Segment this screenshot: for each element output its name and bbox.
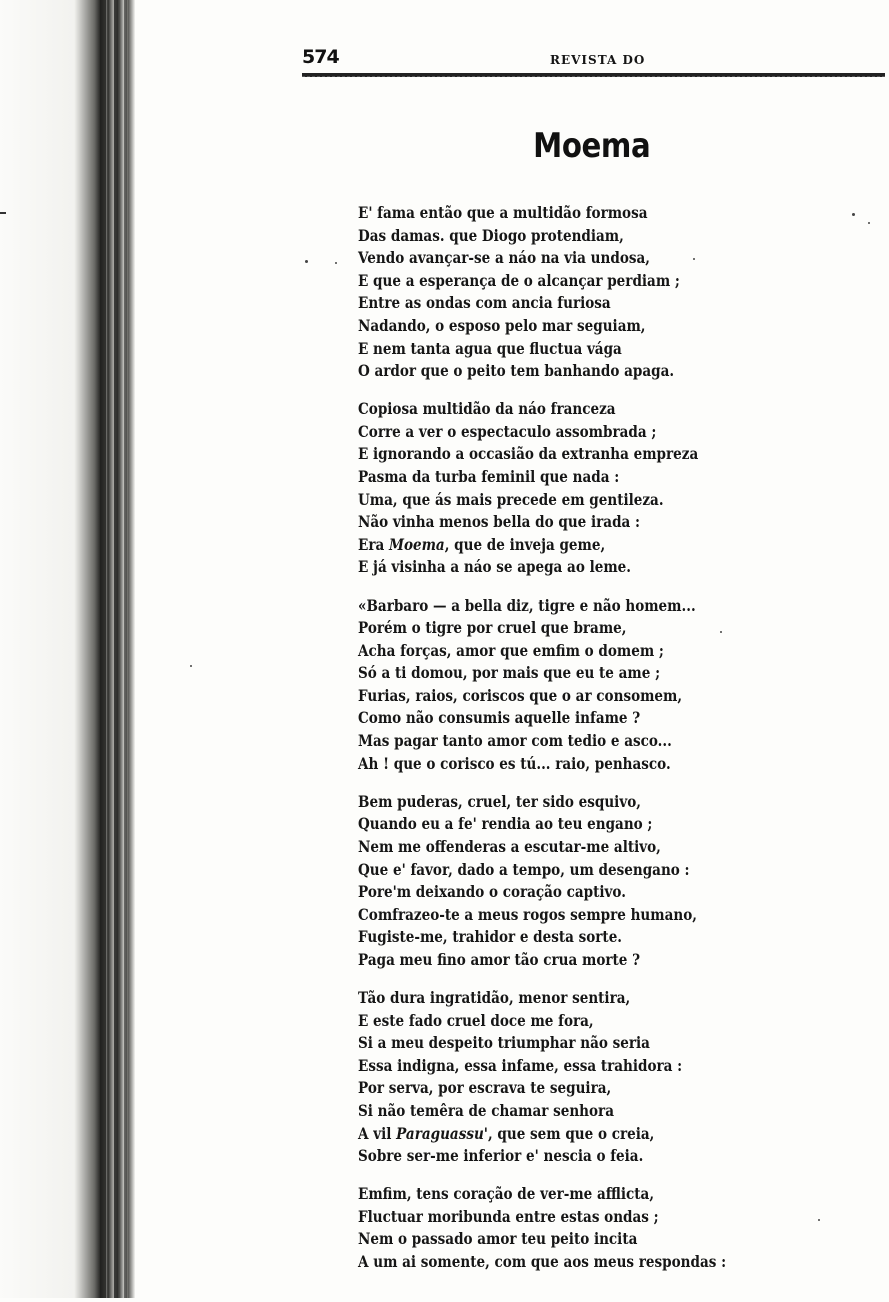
poem-line: Pore'm deixando o coração captivo. xyxy=(358,883,626,902)
print-speck xyxy=(305,260,308,263)
poem-line: Fugiste-me, trahidor e desta sorte. xyxy=(358,928,623,947)
poem-line: Das damas. que Diogo protendiam, xyxy=(358,226,624,245)
poem-line: Tão dura ingratidão, menor sentira, xyxy=(358,989,631,1007)
stanza xyxy=(358,595,878,776)
print-speck xyxy=(693,258,695,260)
header-rule xyxy=(302,73,885,77)
poem-line: Comfrazeo-te a meus rogos sempre humano, xyxy=(358,905,697,924)
page-header xyxy=(302,46,887,78)
print-speck xyxy=(190,665,192,667)
poem-line: Nem o passado amor teu peito incita xyxy=(358,1230,638,1249)
poem-line: Ah ! que o corisco es tú... raio, penhasco. xyxy=(358,754,671,773)
poem-line: Porém o tigre por cruel que brame, xyxy=(358,619,627,638)
poem-line: Emfim, tens coração de ver-me afflicta, xyxy=(358,1185,655,1204)
print-speck xyxy=(868,222,870,224)
poem-line: Que e' favor, dado a tempo, um desengano : xyxy=(358,860,690,879)
poem-line: Como não consumis aquelle infame ? xyxy=(358,709,641,728)
poem-line: Uma, que ás mais precede em gentileza. xyxy=(358,490,664,509)
poem-line: Nem me offenderas a escutar-me altivo, xyxy=(358,837,661,856)
poem-line: Vendo avançar-se a náo na via undosa, xyxy=(358,249,650,268)
print-speck xyxy=(335,262,337,264)
poem-line: A vil Paraguassu', que sem que o creia, xyxy=(358,1124,655,1143)
poem-line: Copiosa multidão da náo franceza xyxy=(358,400,616,419)
poem-line: Corre a ver o espectaculo assombrada ; xyxy=(358,422,657,441)
poem-line: Por serva, por escrava te seguira, xyxy=(358,1079,612,1098)
poem-line: Si a meu despeito triumphar não seria xyxy=(358,1034,650,1053)
poem-line: E ignorando a occasião da extranha empreza xyxy=(358,445,699,464)
poem-line: E este fado cruel doce me fora, xyxy=(358,1011,594,1030)
running-head: REVISTA DO xyxy=(550,53,646,67)
poem-line: Nadando, o esposo pelo mar seguiam, xyxy=(358,316,646,335)
print-speck xyxy=(720,631,722,633)
stanza xyxy=(358,202,878,383)
print-speck xyxy=(818,1219,820,1221)
poem-line: Bem puderas, cruel, ter sido esquivo, xyxy=(358,792,641,811)
poem-line: E' fama então que a multidão formosa xyxy=(358,204,648,222)
poem-line: Sobre ser-me inferior e' nescia o feia. xyxy=(358,1147,644,1166)
poem-line: «Barbaro — a bella diz, tigre e não homem... xyxy=(358,596,696,615)
poem-line: Pasma da turba feminil que nada : xyxy=(358,468,620,487)
poem-line: O ardor que o peito tem banhando apaga. xyxy=(358,362,675,381)
poem-line: Paga meu fino amor tão crua morte ? xyxy=(358,950,641,969)
poem-line: Entre as ondas com ancia furiosa xyxy=(358,294,611,313)
poem-line: Só a ti domou, por mais que eu te ame ; xyxy=(358,664,661,683)
stanza xyxy=(358,791,878,972)
poem-line: Mas pagar tanto amor com tedio e asco... xyxy=(358,732,672,751)
poem-body xyxy=(358,202,878,1289)
poem-line: Quando eu a fe' rendia ao teu engano ; xyxy=(358,815,653,834)
poem-line: E já visinha a náo se apega ao leme. xyxy=(358,558,631,577)
poem-line: Fluctuar moribunda entre estas ondas ; xyxy=(358,1207,659,1226)
stanza xyxy=(358,1183,878,1273)
stanza xyxy=(358,987,878,1168)
print-speck xyxy=(852,213,855,216)
page-number: 574 xyxy=(302,46,339,68)
stanza xyxy=(358,398,878,579)
poem-line: Acha forças, amor que emfim o domem ; xyxy=(358,641,664,660)
poem-line: Não vinha menos bella do que irada : xyxy=(358,513,641,532)
poem-line: Essa indigna, essa infame, essa trahidora : xyxy=(358,1056,683,1075)
poem-line: A um ai somente, com que aos meus respondas : xyxy=(358,1253,727,1272)
poem-line: Si não temêra de chamar senhora xyxy=(358,1101,614,1120)
poem-line: Era Moema, que de inveja geme, xyxy=(358,535,606,554)
poem-line: E que a esperança de o alcançar perdiam ; xyxy=(358,271,680,290)
poem-line: Furias, raios, coriscos que o ar consomem, xyxy=(358,686,683,705)
poem-title: Moema xyxy=(533,126,651,166)
poem-line: E nem tanta agua que fluctua vága xyxy=(358,339,622,358)
